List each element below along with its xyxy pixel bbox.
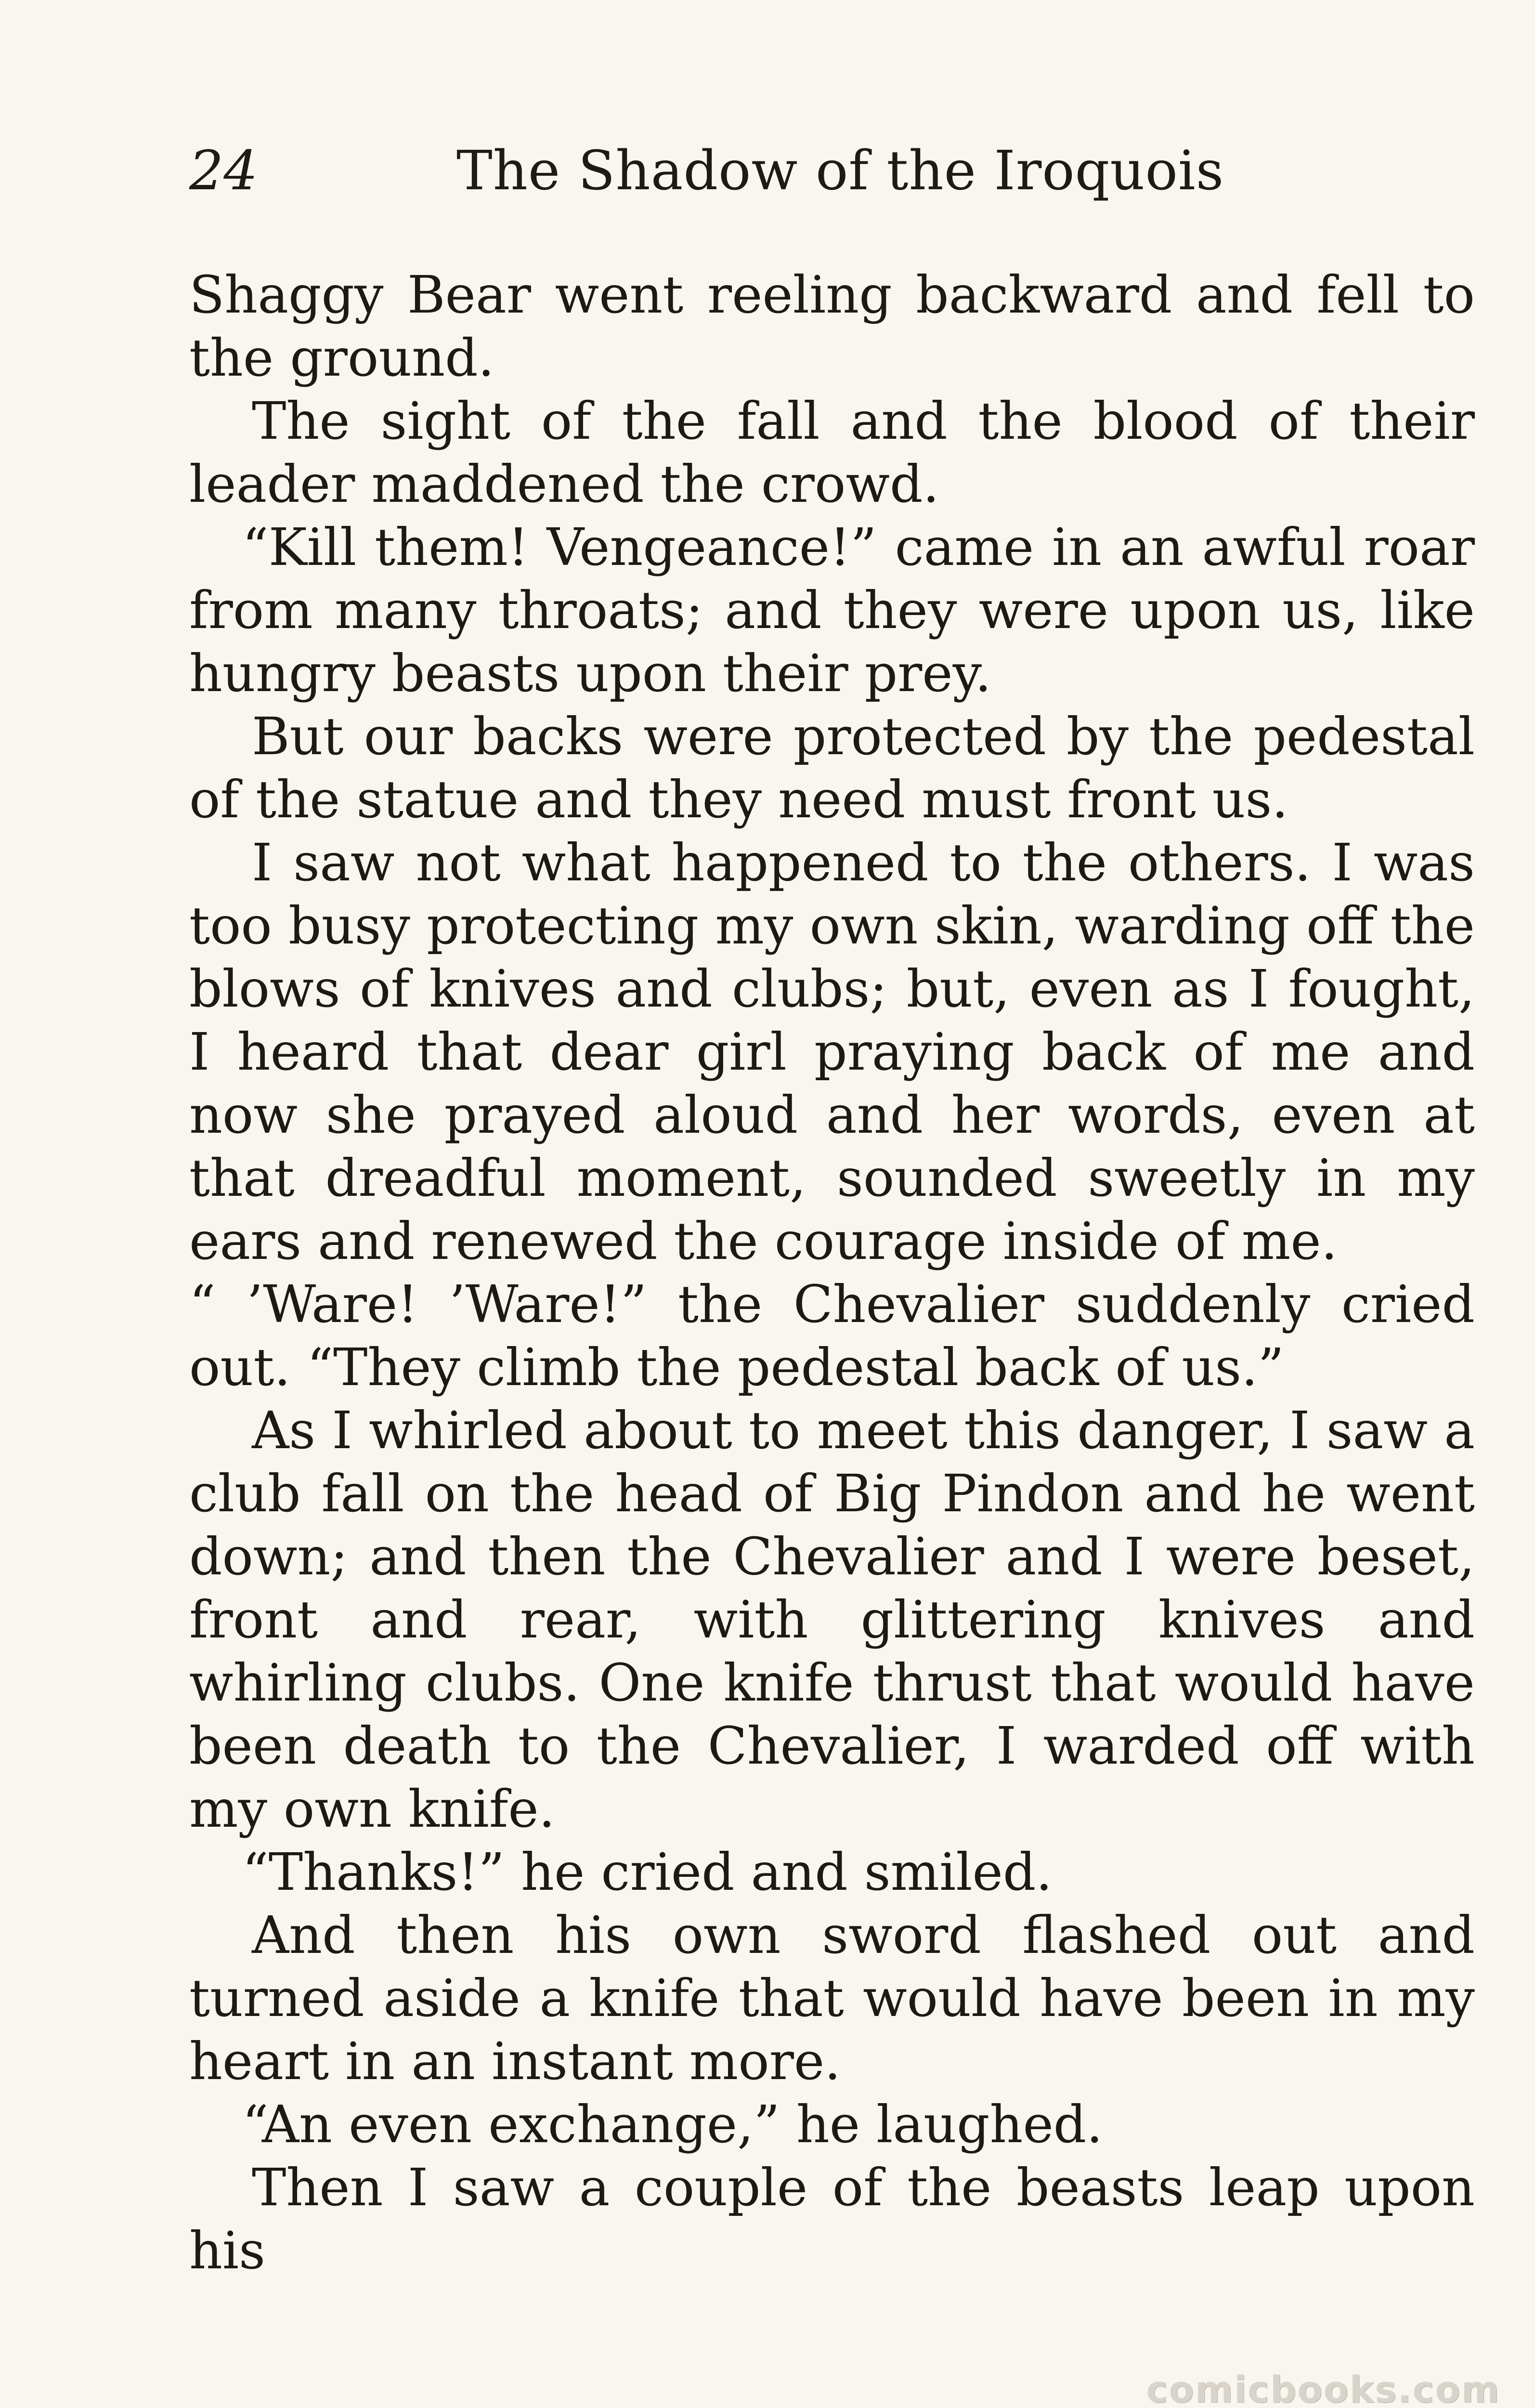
paragraph: The sight of the fall and the blood of their leader maddened the crowd. (189, 392, 1475, 514)
running-title: The Shadow of the Iroquois (456, 140, 1224, 202)
page-number: 24 (189, 140, 258, 202)
paragraph: Shaggy Bear went reeling backward and fell to the ground. (189, 265, 1475, 388)
page-header (189, 140, 1480, 222)
paragraph: And then his own sword flashed out and turned aside a knife that would have been in my heart in an instant more. (189, 1906, 1475, 2092)
paragraph: But our backs were protected by the pedestal of the statue and they need must front us. (189, 707, 1475, 830)
paragraph: As I whirled about to meet this danger, I saw a club fall on the head of Big Pindon and he went down; and then the Chevalier and I were beset, front and rear, with glittering knives and whirling clubs. One knife thrust that would have been death to the Chevalier, I warded off with my own knife. (189, 1401, 1475, 1839)
body-text (189, 264, 1475, 2283)
paragraph: “An even exchange,” he laughed. (242, 2095, 1103, 2155)
paragraph: “Thanks!” he cried and smiled. (242, 1843, 1053, 1902)
site-watermark: comicbooks.com (1146, 2368, 1500, 2408)
paragraph: I saw not what happened to the others. I was too busy protecting my own skin, warding off the blows of knives and clubs; but, even as I fought, I heard that dear girl praying back of me and now she prayed aloud and her words, even at that dreadful moment, sounded sweetly in my ears and renewed the courage inside of me. (189, 833, 1475, 1271)
paragraph: Then I saw a couple of the beasts leap upon his (189, 2158, 1475, 2281)
paragraph: “Kill them! Vengeance!” came in an awful roar from many throats; and they were upon us, like hungry beasts upon their prey. (189, 518, 1475, 704)
paragraph: “ ’Ware! ’Ware!” the Chevalier suddenly cried out. “They climb the pedestal back of us.” (189, 1275, 1475, 1398)
